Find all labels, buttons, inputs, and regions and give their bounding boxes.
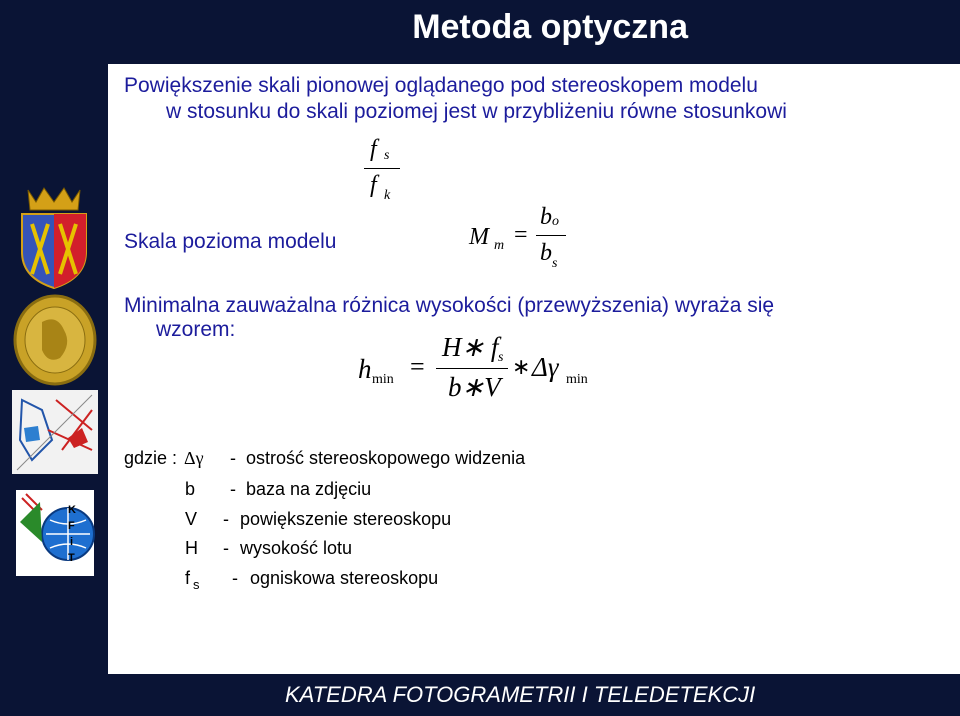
def-text-fs: ogniskowa stereoskopu [250,568,439,588]
header-bar [0,0,960,64]
def-symbol-v: V [185,509,198,529]
def-dash: - [223,538,229,558]
kfit-logo [10,482,98,582]
scale-lhs: M [469,224,489,250]
formula-delta-gamma: Δγ [532,352,559,382]
kfit-letter-f: F [68,520,75,532]
scale-equals: = [514,222,528,248]
definitions-intro: gdzie : [124,448,178,468]
def-text-b: baza na zdjęciu [246,479,372,499]
formula-times: ∗ [512,354,531,379]
formula-fraction-line [436,368,508,369]
ratio-denominator: f [370,172,377,198]
def-symbol-h: H [185,538,198,558]
scale-label: Skala pozioma modelu [124,230,337,253]
scale-fraction-line [536,235,566,236]
formula-numerator: H∗ f [442,332,499,362]
def-symbol-b: b [185,479,196,499]
ratio-denominator-sub: k [384,188,391,203]
def-text-v: powiększenie stereoskopu [240,509,452,529]
formula-numerator-sub: s [498,350,504,365]
scale-numerator: b [540,204,552,230]
min-diff-line-1: Minimalna zauważalna różnica wysokości (przewyższenia) wyraża się [124,294,775,317]
def-symbol-fs-sub: s [193,577,200,592]
formula-equals: = [410,352,425,381]
scale-lhs-sub: m [494,238,505,253]
formula-denominator: b∗V [448,372,501,402]
scale-denominator: b [540,240,552,266]
kfit-letter-i: i [70,536,74,548]
def-dash: - [232,568,238,588]
def-symbol-delta-gamma: Δγ [184,448,204,468]
def-dash: - [230,479,236,499]
formula-lhs-sub: min [372,372,394,387]
def-text-delta-gamma: ostrość stereoskopowego widzenia [246,448,526,468]
intro-line-2: w stosunku do skali poziomej jest w przybliżeniu równe stosunkowi [166,100,787,123]
def-text-h: wysokość lotu [240,538,353,558]
def-dash: - [223,509,229,529]
formula-lhs: h [358,354,372,384]
map-logo [12,390,98,474]
ratio-fraction-line [364,168,400,169]
footer-text: KATEDRA FOTOGRAMETRII I TELEDETEKCJI [285,682,756,707]
intro-line-1: Powiększenie skali pionowej oglądanego pod stereoskopem modelu [124,74,758,97]
scale-denominator-sub: s [552,256,558,271]
coat-of-arms-logo [10,182,98,292]
min-diff-line-2: wzorem: [156,318,236,341]
logo-sidebar [0,64,108,674]
kfit-letter-t: T [68,552,75,564]
kfit-letter-k: K [68,504,76,516]
def-dash: - [230,448,236,468]
scale-numerator-sub: o [552,214,559,229]
ratio-numerator: f [370,136,377,162]
medallion-logo [12,292,98,388]
ratio-numerator-sub: s [384,148,390,163]
footer-bar [0,674,960,716]
page-title: Metoda optyczna [412,8,688,46]
formula-delta-sub: min [566,372,588,387]
def-symbol-fs: f [185,568,191,588]
